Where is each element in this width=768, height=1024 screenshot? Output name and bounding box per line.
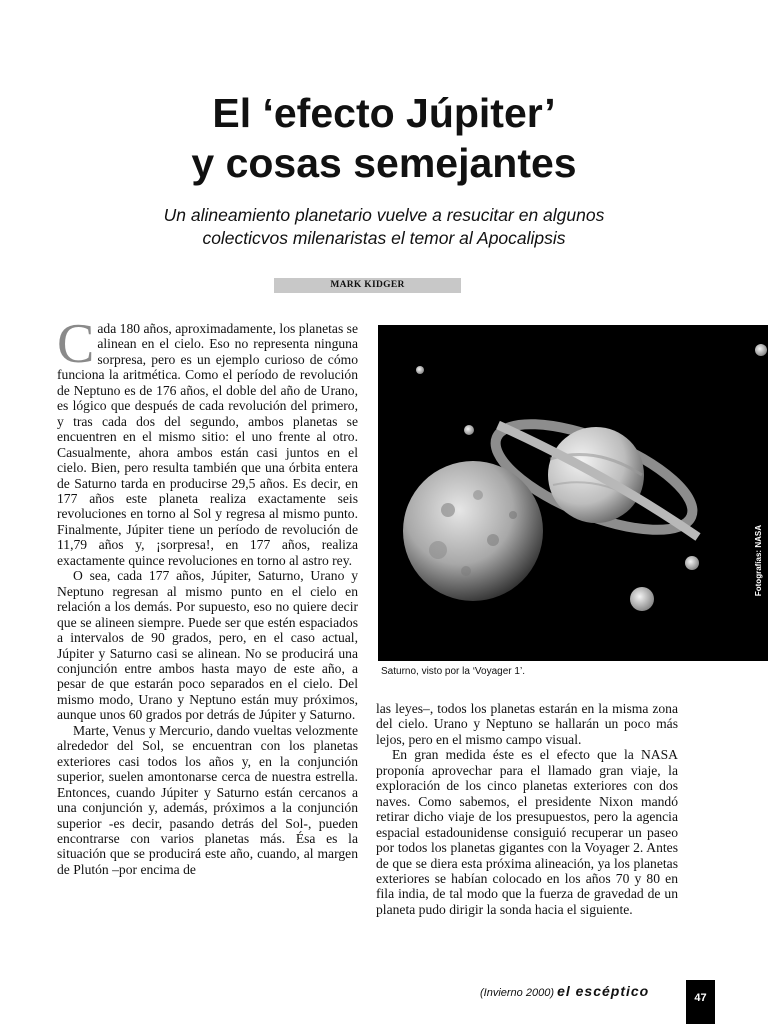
body-paragraph: En gran medida éste es el efecto que la NASA proponía aprovechar para el llamado gran viaje, la exploración de los cinco planetas exteriores con dos naves. Como sabemos, el presidente Nixon mandó retirar dicho viaje de los presupuestos, pero la agencia espacial estadounidense consiguió recuperar un paseo por todos los planetas gigantes con la Voyager 2. Antes de que se diera esta próxima alineación, ya los planetas exteriores se habían colocado en los años 70 y 80 en fila india, de tal modo que la fuerza de gravedad de un planeta pudo dirigir la sonda hacia el siguiente. xyxy=(376,747,678,917)
title-line-1: El ‘efecto Júpiter’ xyxy=(212,90,556,136)
article-subtitle xyxy=(60,204,708,250)
small-moon xyxy=(755,344,767,356)
small-moon xyxy=(630,587,654,611)
magazine-name: el escéptico xyxy=(557,983,650,999)
small-moon xyxy=(416,366,424,374)
author-byline: MARK KIDGER xyxy=(274,278,461,293)
subtitle-line-1: Un alineamiento planetario vuelve a resucitar en algunos xyxy=(163,205,605,225)
small-moon xyxy=(464,425,474,435)
body-paragraph: las leyes–, todos los planetas estarán en la misma zona del cielo. Urano y Neptuno se hallarán un poco más lejos, pero en el mismo campo visual. xyxy=(376,701,678,747)
paragraph-text: ada 180 años, aproximadamente, los planetas se alinean en el cielo. Eso no representa ninguna sorpresa, pero es un ejemplo curioso de cómo funciona la aritmética. Como el período de revolución de Neptuno es de 176 años, el doble del año de Urano, es lógico que después de cada revolución del primero, y tras cada dos del segundo, ambos planetas se encuentren en el mismo sitio: el uno frente al otro. Casualmente, ahora ambos están casi juntos en el cielo. Bien, pero resulta también que una órbita entera de Saturno tarda en producirse 29,5 años. Es decir, en 177 años este planeta realiza exactamente seis revoluciones en torno al Sol y regresa al mismo punto. Finalmente, Júpiter tiene un período de revolución de 11,79 años y, ¡sorpresa!, en 177 años, realiza exactamente quince revoluciones en torno al astro rey. xyxy=(57,321,358,568)
title-line-2: y cosas semejantes xyxy=(191,140,577,186)
body-paragraph: Marte, Venus y Mercurio, dando vueltas velozmente alrededor del Sol, se encuentran con los planetas exteriores casi todos los años y, en la conjunción superior, suelen amontonarse cerca de nuestra estrella. Entonces, cuando Júpiter y Saturno están cercanos a una conjunción y, además, próximos a la conjunción superior -es decir, pasando detrás del Sol-, pueden encontrarse con varios planetas más. Ésa es la situación que se producirá este año, cuando, al margen de Plutón –por encima de xyxy=(57,722,358,877)
body-paragraph: O sea, cada 177 años, Júpiter, Saturno, Urano y Neptuno regresan al mismo punto en el cielo en relación a los demás. Por supuesto, eso no quiere decir que se alineen siempre. Puede ser que estén espaciados a intervalos de 90 grados, pero, en el caso actual, Júpiter y Saturno casi se alinean. No se producirá una conjunción entre ambos hasta mayo de este año, a pesar de que estarán poco separados en el cielo. Del mismo modo, Urano y Neptuno están muy próximos, aunque unos 60 grados por detrás de Júpiter y Saturno. xyxy=(57,568,358,723)
body-column-right xyxy=(376,701,678,917)
photo-caption: Saturno, visto por la ‘Voyager 1’. xyxy=(381,666,525,677)
article-title xyxy=(0,88,768,188)
body-column-left xyxy=(57,313,358,877)
page-footer xyxy=(480,983,649,999)
saturn-image xyxy=(378,325,768,661)
moon-dione xyxy=(403,461,543,601)
drop-cap: C xyxy=(57,313,95,375)
body-paragraph xyxy=(57,313,358,568)
saturn-photo xyxy=(378,325,768,661)
photo-credit: Fotografías: NASA xyxy=(754,525,763,597)
small-moon xyxy=(685,556,699,570)
page-number: 47 xyxy=(686,980,715,1024)
issue-label: (Invierno 2000) xyxy=(480,987,554,999)
subtitle-line-2: colecticvos milenaristas el temor al Apocalipsis xyxy=(202,228,566,248)
